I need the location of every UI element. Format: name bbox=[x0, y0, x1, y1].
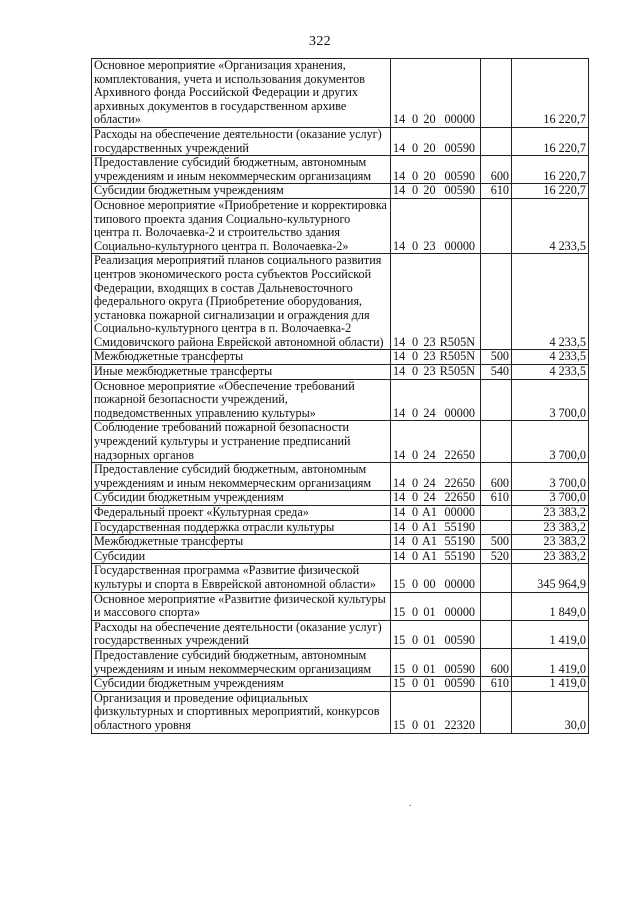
code-part: 01 bbox=[423, 676, 436, 691]
row-code bbox=[391, 520, 481, 535]
table-row bbox=[92, 184, 589, 199]
code-part: 00000 bbox=[444, 112, 475, 127]
code-part: 14 bbox=[393, 534, 406, 549]
table-row bbox=[92, 691, 589, 733]
row-name: Расходы на обеспечение деятельности (оказание услуг) государственных учреждений bbox=[92, 620, 391, 648]
row-expense-type: 600 bbox=[481, 463, 512, 491]
code-part: 00000 bbox=[444, 576, 475, 591]
row-expense-type: 600 bbox=[481, 648, 512, 676]
row-amount: 30,0 bbox=[512, 691, 589, 733]
code-part: 00000 bbox=[444, 405, 475, 420]
row-code bbox=[391, 535, 481, 550]
row-code bbox=[391, 549, 481, 564]
row-amount: 23 383,2 bbox=[512, 535, 589, 550]
row-amount: 23 383,2 bbox=[512, 506, 589, 521]
row-expense-type bbox=[481, 592, 512, 620]
code-part: 24 bbox=[423, 447, 436, 462]
code-part: 14 bbox=[393, 447, 406, 462]
row-amount: 1 419,0 bbox=[512, 677, 589, 692]
table-row bbox=[92, 592, 589, 620]
table-row bbox=[92, 549, 589, 564]
table-row bbox=[92, 379, 589, 421]
code-part: 0 bbox=[412, 405, 419, 420]
row-name: Федеральный проект «Культурная среда» bbox=[92, 506, 391, 521]
code-part: 0 bbox=[412, 238, 419, 253]
code-part: 14 bbox=[393, 490, 406, 505]
row-code bbox=[391, 350, 481, 365]
row-amount: 1 419,0 bbox=[512, 620, 589, 648]
row-amount: 3 700,0 bbox=[512, 491, 589, 506]
code-part: 0 bbox=[412, 112, 419, 127]
code-part: 14 bbox=[393, 168, 406, 183]
row-amount: 4 233,5 bbox=[512, 254, 589, 350]
row-code bbox=[391, 59, 481, 128]
code-part: 0 bbox=[412, 519, 419, 534]
code-part: 0 bbox=[412, 661, 419, 676]
row-expense-type bbox=[481, 620, 512, 648]
code-part: 0 bbox=[412, 349, 419, 364]
row-name: Предоставление субсидий бюджетным, автономным учреждениям и иным некоммерческим организациям bbox=[92, 648, 391, 676]
code-part: 20 bbox=[423, 112, 436, 127]
code-part: 00590 bbox=[444, 183, 475, 198]
row-code bbox=[391, 198, 481, 253]
code-part: 24 bbox=[423, 475, 436, 490]
row-name: Субсидии бюджетным учреждениям bbox=[92, 677, 391, 692]
code-part: 0 bbox=[412, 475, 419, 490]
code-part: 0 bbox=[412, 534, 419, 549]
code-part: 0 bbox=[412, 364, 419, 379]
row-name: Основное мероприятие «Приобретение и корректировка типового проекта здания Социально-культурного центра п. Волочаевка-2 и строительство здания Социально-культурного центра п. Волочаевка-2» bbox=[92, 198, 391, 253]
code-part: 14 bbox=[393, 183, 406, 198]
code-part: 0 bbox=[412, 447, 419, 462]
row-name: Основное мероприятие «Обеспечение требований пожарной безопасности учреждений, подведомственных управлению культуры» bbox=[92, 379, 391, 421]
row-expense-type: 520 bbox=[481, 549, 512, 564]
code-part: 22320 bbox=[444, 717, 475, 732]
code-part: 15 bbox=[393, 661, 406, 676]
row-amount: 16 220,7 bbox=[512, 59, 589, 128]
row-expense-type: 610 bbox=[481, 677, 512, 692]
row-expense-type bbox=[481, 520, 512, 535]
row-expense-type: 500 bbox=[481, 535, 512, 550]
table-row bbox=[92, 677, 589, 692]
row-code bbox=[391, 648, 481, 676]
row-amount: 16 220,7 bbox=[512, 127, 589, 155]
code-part: 14 bbox=[393, 405, 406, 420]
row-name: Субсидии бюджетным учреждениям bbox=[92, 184, 391, 199]
row-name: Субсидии bbox=[92, 549, 391, 564]
table-row bbox=[92, 535, 589, 550]
row-code bbox=[391, 506, 481, 521]
table-row bbox=[92, 491, 589, 506]
code-part: 24 bbox=[423, 405, 436, 420]
code-part: 14 bbox=[393, 334, 406, 349]
row-code bbox=[391, 620, 481, 648]
row-code bbox=[391, 184, 481, 199]
row-name: Основное мероприятие «Развитие физической культуры и массового спорта» bbox=[92, 592, 391, 620]
code-part: 0 bbox=[412, 717, 419, 732]
row-name: Соблюдение требований пожарной безопасности учреждений культуры и устранение предписаний надзорных органов bbox=[92, 421, 391, 463]
row-name: Межбюджетные трансферты bbox=[92, 350, 391, 365]
row-name: Основное мероприятие «Организация хранения, комплектования, учета и использования документов Архивного фонда Российской Федерации и других архивных документов в государственном архиве области» bbox=[92, 59, 391, 128]
row-amount: 23 383,2 bbox=[512, 520, 589, 535]
row-code bbox=[391, 491, 481, 506]
code-part: 14 bbox=[393, 238, 406, 253]
row-code bbox=[391, 379, 481, 421]
code-part: 15 bbox=[393, 676, 406, 691]
row-expense-type bbox=[481, 59, 512, 128]
code-part: 14 bbox=[393, 112, 406, 127]
row-expense-type bbox=[481, 691, 512, 733]
row-expense-type: 610 bbox=[481, 184, 512, 199]
row-name: Предоставление субсидий бюджетным, автономным учреждениям и иным некоммерческим организациям bbox=[92, 156, 391, 184]
row-expense-type bbox=[481, 127, 512, 155]
table-row bbox=[92, 520, 589, 535]
code-part: 14 bbox=[393, 475, 406, 490]
code-part: R505N bbox=[439, 364, 475, 379]
row-amount: 4 233,5 bbox=[512, 365, 589, 380]
row-expense-type bbox=[481, 254, 512, 350]
row-expense-type bbox=[481, 506, 512, 521]
code-part: 0 bbox=[412, 576, 419, 591]
code-part: 24 bbox=[423, 490, 436, 505]
row-name: Предоставление субсидий бюджетным, автономным учреждениям и иным некоммерческим организациям bbox=[92, 463, 391, 491]
row-expense-type: 600 bbox=[481, 156, 512, 184]
table-row bbox=[92, 127, 589, 155]
code-part: 00590 bbox=[444, 633, 475, 648]
code-part: 00590 bbox=[444, 676, 475, 691]
row-name: Межбюджетные трансферты bbox=[92, 535, 391, 550]
code-part: 0 bbox=[412, 548, 419, 563]
table-row bbox=[92, 620, 589, 648]
code-part: 14 bbox=[393, 140, 406, 155]
row-amount: 1 419,0 bbox=[512, 648, 589, 676]
row-name: Субсидии бюджетным учреждениям bbox=[92, 491, 391, 506]
row-code bbox=[391, 127, 481, 155]
table-row bbox=[92, 506, 589, 521]
code-part: A1 bbox=[422, 534, 437, 549]
row-name: Государственная поддержка отрасли культуры bbox=[92, 520, 391, 535]
row-amount: 1 849,0 bbox=[512, 592, 589, 620]
row-code bbox=[391, 592, 481, 620]
code-part: 23 bbox=[423, 349, 436, 364]
row-amount: 3 700,0 bbox=[512, 379, 589, 421]
row-name: Реализация мероприятий планов социального развития центров экономического роста субъектов Российской Федерации, входящих в состав Дальневосточного федерального округа (Приобретение оборудования, установка пожарной сигнализации и ограждения для Социально-культурного центра в п. Волочаевка-2 Смидовичского района Еврейской автономной области) bbox=[92, 254, 391, 350]
row-expense-type: 500 bbox=[481, 350, 512, 365]
code-part: 01 bbox=[423, 717, 436, 732]
row-amount: 3 700,0 bbox=[512, 463, 589, 491]
code-part: 0 bbox=[412, 168, 419, 183]
row-amount: 16 220,7 bbox=[512, 184, 589, 199]
row-expense-type: 610 bbox=[481, 491, 512, 506]
code-part: 0 bbox=[412, 633, 419, 648]
table-row bbox=[92, 463, 589, 491]
row-code bbox=[391, 677, 481, 692]
row-expense-type bbox=[481, 421, 512, 463]
code-part: 22650 bbox=[444, 447, 475, 462]
row-code bbox=[391, 421, 481, 463]
code-part: 22650 bbox=[444, 475, 475, 490]
code-part: 0 bbox=[412, 676, 419, 691]
code-part: 20 bbox=[423, 168, 436, 183]
row-expense-type bbox=[481, 198, 512, 253]
code-part: 0 bbox=[412, 183, 419, 198]
code-part: 14 bbox=[393, 519, 406, 534]
row-amount: 4 233,5 bbox=[512, 198, 589, 253]
row-amount: 4 233,5 bbox=[512, 350, 589, 365]
code-part: A1 bbox=[422, 505, 437, 519]
row-amount: 16 220,7 bbox=[512, 156, 589, 184]
row-expense-type: 540 bbox=[481, 365, 512, 380]
row-name: Организация и проведение официальных физкультурных и спортивных мероприятий, конкурсов областного уровня bbox=[92, 691, 391, 733]
code-part: 23 bbox=[423, 364, 436, 379]
code-part: 00000 bbox=[444, 505, 475, 519]
row-name: Государственная программа «Развитие физической культуры и спорта в Евврейской автономной области» bbox=[92, 564, 391, 592]
row-name: Расходы на обеспечение деятельности (оказание услуг) государственных учреждений bbox=[92, 127, 391, 155]
code-part: 0 bbox=[412, 505, 419, 519]
code-part: 0 bbox=[412, 490, 419, 505]
code-part: 0 bbox=[412, 334, 419, 349]
table-row bbox=[92, 59, 589, 128]
code-part: 01 bbox=[423, 661, 436, 676]
table-row bbox=[92, 156, 589, 184]
row-amount: 23 383,2 bbox=[512, 549, 589, 564]
code-part: 15 bbox=[393, 633, 406, 648]
table-row bbox=[92, 648, 589, 676]
table-row bbox=[92, 564, 589, 592]
scan-mark: . bbox=[409, 798, 412, 809]
code-part: R505N bbox=[439, 334, 475, 349]
table-row bbox=[92, 350, 589, 365]
budget-table-body bbox=[92, 59, 589, 734]
code-part: 14 bbox=[393, 349, 406, 364]
code-part: 00000 bbox=[444, 238, 475, 253]
code-part: 22650 bbox=[444, 490, 475, 505]
code-part: 01 bbox=[423, 633, 436, 648]
code-part: 14 bbox=[393, 548, 406, 563]
code-part: 00 bbox=[423, 576, 436, 591]
code-part: A1 bbox=[422, 519, 437, 534]
code-part: 23 bbox=[423, 238, 436, 253]
table-row bbox=[92, 421, 589, 463]
code-part: 55190 bbox=[444, 548, 475, 563]
row-code bbox=[391, 156, 481, 184]
row-name: Иные межбюджетные трансферты bbox=[92, 365, 391, 380]
row-amount: 345 964,9 bbox=[512, 564, 589, 592]
code-part: 00590 bbox=[444, 661, 475, 676]
table-row bbox=[92, 365, 589, 380]
code-part: 20 bbox=[423, 140, 436, 155]
code-part: 55190 bbox=[444, 519, 475, 534]
code-part: 14 bbox=[393, 505, 406, 519]
table-row bbox=[92, 254, 589, 350]
row-code bbox=[391, 463, 481, 491]
code-part: 0 bbox=[412, 140, 419, 155]
row-amount: 3 700,0 bbox=[512, 421, 589, 463]
code-part: 00000 bbox=[444, 605, 475, 620]
code-part: 00590 bbox=[444, 168, 475, 183]
row-expense-type bbox=[481, 564, 512, 592]
code-part: 20 bbox=[423, 183, 436, 198]
code-part: 14 bbox=[393, 364, 406, 379]
code-part: 15 bbox=[393, 717, 406, 732]
budget-table bbox=[91, 58, 589, 734]
table-row bbox=[92, 198, 589, 253]
page-number: 322 bbox=[309, 34, 331, 49]
code-part: 15 bbox=[393, 576, 406, 591]
row-code bbox=[391, 691, 481, 733]
code-part: A1 bbox=[422, 548, 437, 563]
code-part: R505N bbox=[439, 349, 475, 364]
row-expense-type bbox=[481, 379, 512, 421]
code-part: 15 bbox=[393, 605, 406, 620]
code-part: 01 bbox=[423, 605, 436, 620]
row-code bbox=[391, 254, 481, 350]
code-part: 55190 bbox=[444, 534, 475, 549]
code-part: 23 bbox=[423, 334, 436, 349]
row-code bbox=[391, 564, 481, 592]
code-part: 00590 bbox=[444, 140, 475, 155]
code-part: 0 bbox=[412, 605, 419, 620]
row-code bbox=[391, 365, 481, 380]
